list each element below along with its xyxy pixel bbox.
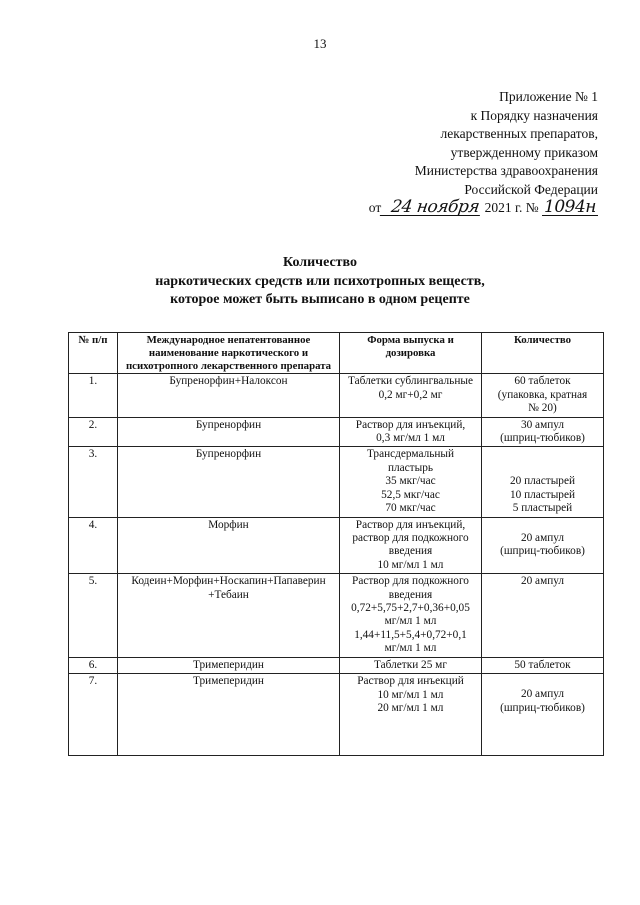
row-num: 5. <box>69 574 118 657</box>
row-num: 7. <box>69 674 118 756</box>
appendix-line: Приложение № 1 <box>499 89 598 104</box>
title-line: Количество <box>282 255 358 270</box>
handwritten-order-number: 1094н <box>544 197 596 217</box>
row-name: Бупренорфин <box>118 447 340 517</box>
form-line: Раствор для инъекций <box>357 675 464 688</box>
form-line: мг/мл 1 мл <box>384 615 437 628</box>
qty-line: (шприц-тюбиков) <box>500 701 585 714</box>
form-line: Таблетки сублингвальные <box>348 375 473 388</box>
form-line: введения <box>388 588 433 601</box>
row-qty <box>482 447 604 517</box>
form-line: 0,2 мг+0,2 мг <box>378 388 443 401</box>
header-num: № п/п <box>69 333 118 374</box>
row-qty <box>482 374 604 417</box>
row-num: 4. <box>69 517 118 574</box>
qty-line: (шприц-тюбиков) <box>500 545 585 558</box>
qty-line: 20 ампул <box>520 531 565 544</box>
row-name: Морфин <box>118 517 340 574</box>
form-line: 70 мкг/час <box>385 502 436 515</box>
appendix-line: лекарственных препаратов, <box>440 126 598 141</box>
form-line: 0,72+5,75+2,7+0,36+0,05 <box>351 602 470 615</box>
qty-line: 20 пластырей <box>509 475 576 488</box>
form-line: Раствор для подкожного <box>352 575 469 588</box>
form-line: Трансдермальный <box>366 448 455 461</box>
row-num: 2. <box>69 417 118 447</box>
appendix-line: к Порядку назначения <box>470 107 598 123</box>
form-line: введения <box>388 545 433 558</box>
drugs-table <box>68 332 604 756</box>
form-line: Раствор для инъекций, <box>355 418 466 431</box>
table-row <box>69 417 604 447</box>
table-row <box>69 447 604 517</box>
title-line: наркотических средств или психотропных веществ, <box>155 273 485 289</box>
row-form <box>340 657 482 673</box>
appendix-line: утвержденному приказом <box>450 144 598 160</box>
appendix-line: Министерства здравоохранения <box>414 163 598 178</box>
row-num: 3. <box>69 447 118 517</box>
handwritten-date: 24 ноября <box>380 199 482 216</box>
table-row <box>69 657 604 673</box>
form-line: 20 мг/мл 1 мл <box>377 701 444 714</box>
row-name: Бупренорфин <box>118 417 340 447</box>
date-prefix: от <box>368 200 382 215</box>
row-qty <box>482 674 604 756</box>
qty-line: 20 ампул <box>520 575 565 588</box>
row-qty <box>482 657 604 673</box>
form-line: пластырь <box>387 461 434 474</box>
row-qty <box>482 574 604 657</box>
qty-line: 60 таблеток <box>514 375 571 388</box>
form-line: раствор для подкожного <box>352 532 469 545</box>
qty-line: № 20) <box>528 402 557 415</box>
row-name: Тримеперидин <box>118 674 340 756</box>
document-title <box>0 254 640 310</box>
appendix-line: Российской Федерации <box>464 181 598 197</box>
qty-line: (упаковка, кратная <box>497 388 588 401</box>
qty-line: 50 таблеток <box>514 658 571 671</box>
table-row <box>69 374 604 417</box>
header-form: Форма выпуска и дозировка <box>340 333 482 374</box>
header-qty: Количество <box>482 333 604 374</box>
row-form <box>340 574 482 657</box>
row-name: Бупренорфин+Налоксон <box>118 374 340 417</box>
form-line: 1,44+11,5+5,4+0,72+0,1 <box>354 628 467 641</box>
table-row <box>69 674 604 756</box>
row-num: 6. <box>69 657 118 673</box>
qty-line: (шприц-тюбиков) <box>500 432 585 445</box>
row-form <box>340 517 482 574</box>
qty-line: 30 ампул <box>520 418 565 431</box>
order-date-line <box>369 199 598 218</box>
row-form <box>340 374 482 417</box>
form-line: 52,5 мкг/час <box>381 488 440 501</box>
table-row <box>69 517 604 574</box>
row-qty <box>482 417 604 447</box>
row-qty <box>482 517 604 574</box>
form-line: 10 мг/мл 1 мл <box>377 558 444 571</box>
qty-line: 10 пластырей <box>509 488 576 501</box>
row-form <box>340 674 482 756</box>
form-line: 0,3 мг/мл 1 мл <box>376 432 445 445</box>
table-row <box>69 574 604 657</box>
appendix-header <box>369 88 598 218</box>
page-number: 13 <box>313 36 327 51</box>
title-line: которое может быть выписано в одном рецепте <box>170 292 470 307</box>
row-name: Тримеперидин <box>118 657 340 673</box>
row-form <box>340 447 482 517</box>
table-header-row <box>69 333 604 374</box>
form-line: 10 мг/мл 1 мл <box>377 688 444 701</box>
form-line: мг/мл 1 мл <box>384 642 437 655</box>
form-line: Раствор для инъекций, <box>355 518 466 531</box>
row-form <box>340 417 482 447</box>
year-text: 2021 г. № <box>484 200 539 215</box>
header-name: Международное непатентованное наименование наркотического и психотропного лекарственного препарата <box>118 333 340 374</box>
form-line: 35 мкг/час <box>385 475 436 488</box>
row-name: Кодеин+Морфин+Носкапин+Папаверин +Тебаин <box>118 574 340 657</box>
qty-line: 5 пластырей <box>512 502 573 515</box>
qty-line: 20 ампул <box>520 688 565 701</box>
row-num: 1. <box>69 374 118 417</box>
form-line: Таблетки 25 мг <box>374 658 447 671</box>
